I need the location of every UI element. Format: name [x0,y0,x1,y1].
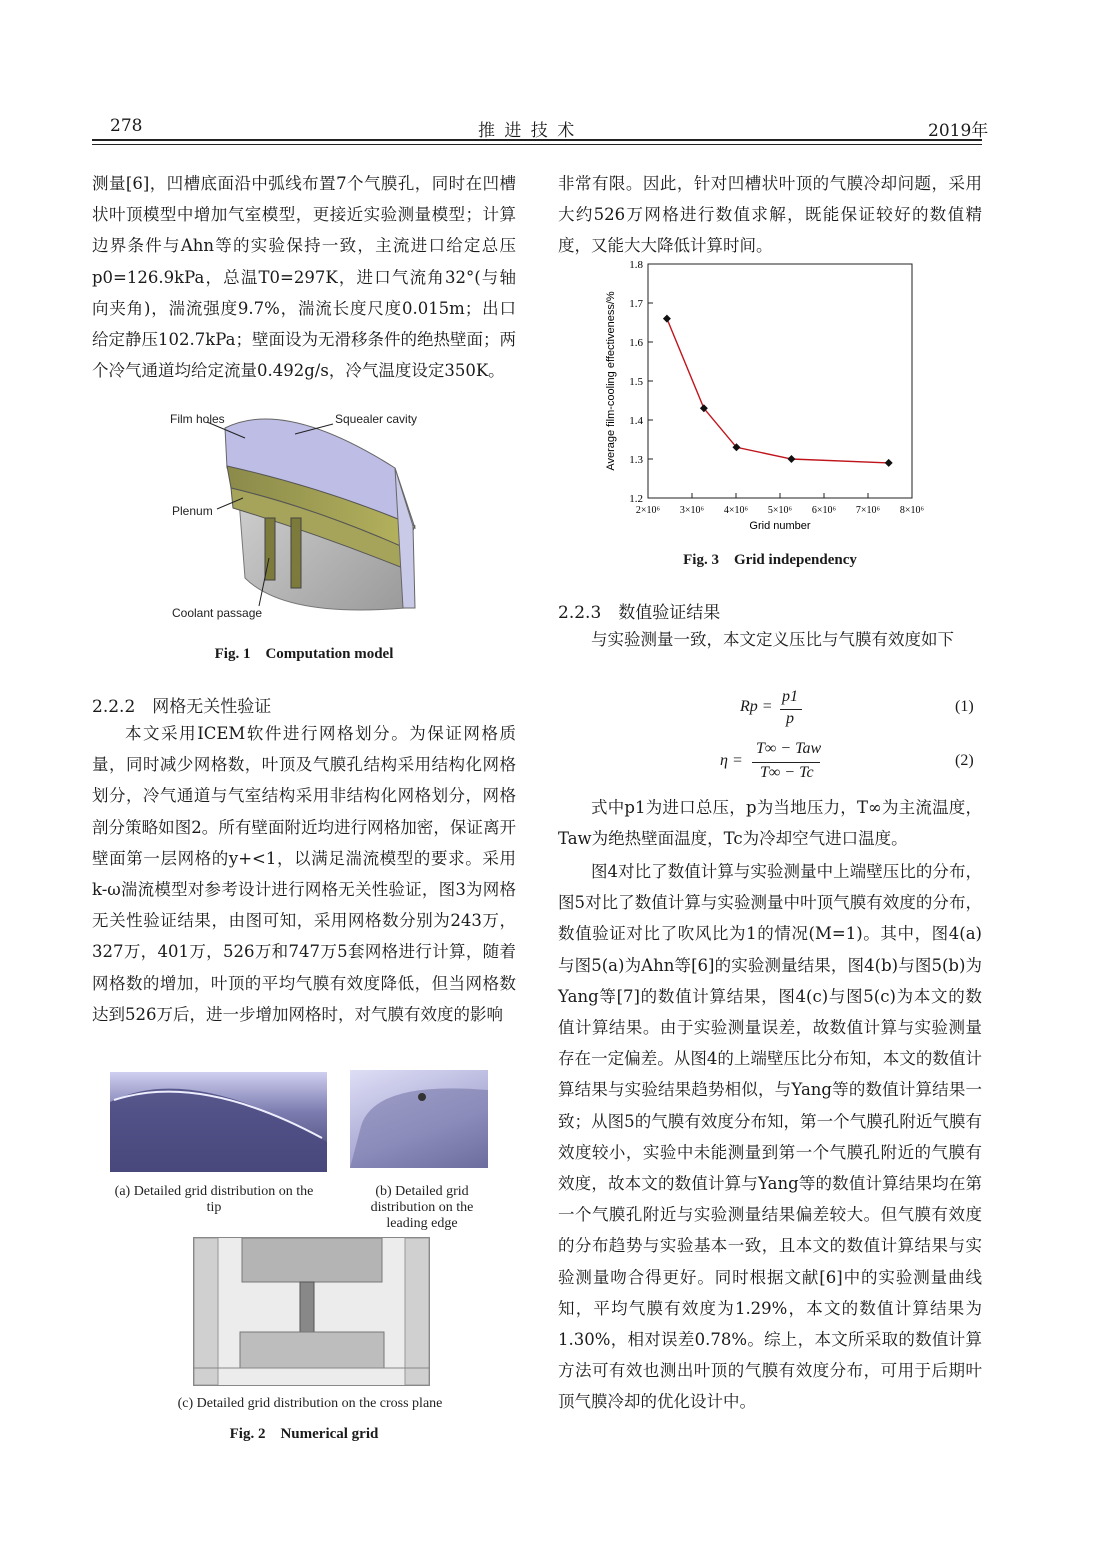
header-rule [92,139,982,141]
label-film-holes: Film holes [170,412,225,426]
figure-3-chart [600,254,940,544]
data-point [663,315,671,323]
left-paragraph-2 [92,718,516,1030]
cross-plane-grid-mesh [194,1238,429,1385]
equation-2-fraction-bar [752,762,820,763]
y-tick-label: 1.6 [629,337,643,349]
data-point [885,459,893,467]
section-heading-2-2-2: 2.2.2 网格无关性验证 [92,697,272,717]
label-squealer-cavity: Squealer cavity [335,412,418,426]
right-paragraph-1 [558,168,982,262]
x-tick-label: 6×10⁶ [811,505,837,516]
left-paragraph-1 [92,168,516,386]
y-tick-label: 1.5 [629,376,643,388]
data-point [787,455,795,463]
y-axis-label: Average film-cooling effectiveness/% [605,291,617,471]
series-line [667,319,889,463]
equation-1-denominator: p [786,710,794,727]
leading-edge-grid-mesh [350,1070,488,1168]
right-paragraph-2 [558,624,982,655]
equation-2-lhs: η = [720,752,743,769]
figure-2a-image [110,1072,327,1172]
y-tick-label: 1.2 [629,493,643,505]
equation-1-lhs: Rp = [740,698,773,715]
figure-2-caption: Fig. 2 Numerical grid [229,1426,379,1442]
right-paragraph-4 [558,856,982,1418]
figure-3-caption: Fig. 3 Grid independency [683,552,857,568]
y-tick-label: 1.4 [629,415,643,427]
figure-2a-caption: (a) Detailed grid distribution on the tip [114,1184,314,1215]
equation-2-numerator: T∞ − Taw [756,740,822,757]
label-coolant-passage: Coolant passage [172,606,263,620]
left-para-1-text: 测量[6]，凹槽底面沿中弧线布置7个气膜孔，同时在凹槽状叶顶模型中增加气室模型，更接近实验测量模型；计算边界条件与Ahn等的实验保持一致，主流进口给定总压p0=126.9kPa，总温T0=297K，进口气流角32°(与轴向夹角)，湍流强度9.7%，湍流长度尺度0.015m；出口给定静压102.7kPa；壁面设为无滑移条件的绝热壁面；两个冷气通道均给定流量0.492g/s，冷气温度设定350K。 [92,174,516,381]
equation-2-number: (2) [955,752,974,769]
y-tick-label: 1.8 [629,259,643,271]
right-paragraph-3 [558,792,982,854]
x-tick-label: 3×10⁶ [679,505,705,516]
journal-title: 推 进 技 术 [478,121,577,141]
left-para-2-text: 本文采用ICEM软件进行网格划分。为保证网格质量，同时减少网格数，叶顶及气膜孔结构采用结构化网格划分，冷气通道与气室结构采用非结构化网格划分，网格剖分策略如图2。所有壁面附近均进行网格加密，保证离开壁面第一层网格的y+<1，以满足湍流模型的要求。采用k-ω湍流模型对参考设计进行网格无关性验证，图3为网格无关性验证结果，由图可知，采用网格数分别为243万，327万，401万，526万和747万5套网格进行计算，随着网格数的增加，叶顶的平均气膜有效度降低，但当网格数达到526万后，进一步增加网格时，对气膜有效度的影响 [92,724,516,1024]
grid-independency-chart [600,254,940,544]
x-tick-label: 4×10⁶ [723,505,749,516]
x-tick-label: 8×10⁶ [899,505,925,516]
x-tick-label: 2×10⁶ [635,505,661,516]
figure-1-caption: Fig. 1 Computation model [214,646,394,662]
figure-2b-image [350,1070,488,1168]
page-number: 278 [110,116,143,136]
y-tick-label: 1.7 [629,298,643,310]
x-tick-label: 7×10⁶ [855,505,881,516]
year: 2019年 [928,121,989,141]
equation-1-numerator: p1 [782,688,798,705]
y-tick-label: 1.3 [629,454,643,466]
equation-2-denominator: T∞ − Tc [760,764,814,781]
header-rule-thin [92,144,982,145]
right-para-4-text: 图4对比了数值计算与实验测量中上端壁压比的分布，图5对比了数值计算与实验测量中叶顶气膜有效度的分布，数值验证对比了吹风比为1的情况(M=1)。其中，图4(a)与图5(a)为Ahn等[6]的实验测量结果，图4(b)与图5(b)为Yang等[7]的数值计算结果，图4(c)与图5(c)为本文的数值计算结果。由于实验测量误差，故数值计算与实验测量存在一定偏差。从图4的上端壁压比分布知，本文的数值计算结果与实验结果趋势相似，与Yang等的数值计算结果一致；从图5的气膜有效度分布知，第一个气膜孔附近气膜有效度较小，实验中未能测量到第一个气膜孔附近的气膜有效度，故本文的数值计算与Yang等的数值计算结果均在第一个气膜孔附近与实验测量结果偏差较大。但气膜有效度的分布趋势与实验基本一致，且本文的数值计算结果与实验测量吻合得更好。同时根据文献[6]中的实验测量曲线知，平均气膜有效度为1.29%，本文的数值计算结果为1.30%，相对误差0.78%。综上，本文所采取的数值计算方法可有效也测出叶顶的气膜有效度分布，可用于后期叶顶气膜冷却的优化设计中。 [558,862,982,1412]
figure-2c-caption: (c) Detailed grid distribution on the cross plane [177,1396,443,1411]
tip-grid-mesh [110,1072,327,1172]
figure-2b-caption: (b) Detailed grid distribution on the leading edge [370,1184,474,1231]
x-axis-label: Grid number [749,520,811,532]
section-heading-2-2-3: 2.2.3 数值验证结果 [558,603,721,623]
equation-1-number: (1) [955,698,974,715]
figure-2c-image [193,1237,430,1386]
label-plenum: Plenum [172,504,213,518]
right-para-2-text: 与实验测量一致，本文定义压比与气膜有效度如下 [591,630,954,649]
right-para-3-text: 式中p1为进口总压，p为当地压力，T∞为主流温度，Taw为绝热壁面温度，Tc为冷却空气进口温度。 [558,798,982,849]
x-tick-label: 5×10⁶ [767,505,793,516]
right-para-1-text: 非常有限。因此，针对凹槽状叶顶的气膜冷却问题，采用大约526万网格进行数值求解，既能保证较好的数值精度，又能大大降低计算时间。 [558,174,982,256]
